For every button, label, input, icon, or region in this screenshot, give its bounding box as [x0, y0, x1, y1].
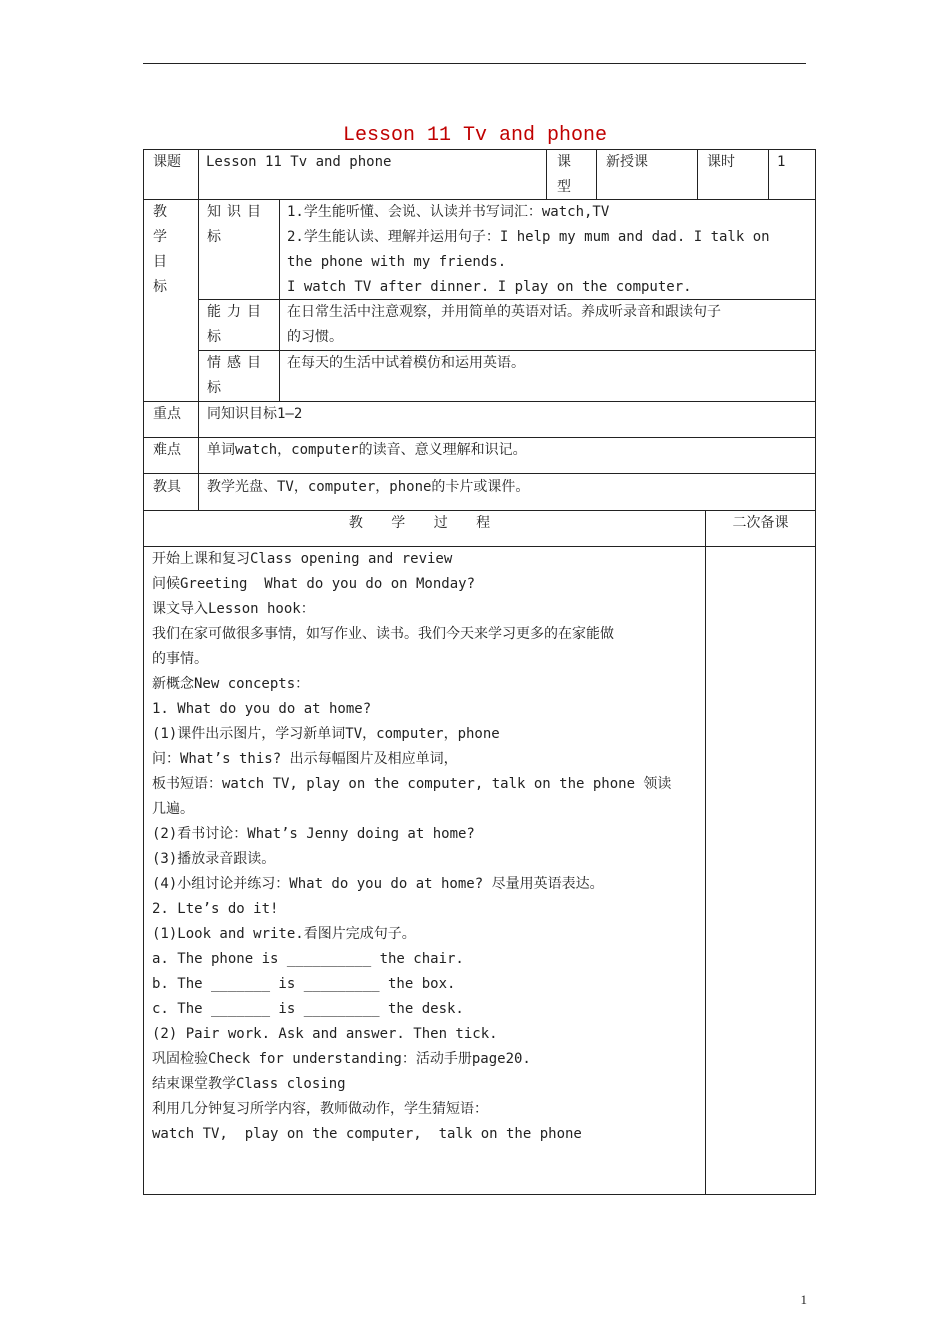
process-line: (4)小组讨论并练习：What do you do at home? 尽量用英语表达。	[152, 876, 604, 892]
ability-line-1: 在日常生活中注意观察，并用简单的英语对话。养成听录音和跟读句子	[287, 304, 721, 320]
process-line: 板书短语：watch TV, play on the computer, talk on the phone 领读	[152, 776, 672, 792]
process-line: a. The phone is __________ the chair.	[152, 951, 464, 967]
process-line: 2. Lte’s do it!	[152, 901, 279, 917]
type-label: 课型	[557, 154, 571, 195]
process-line: (3)播放录音跟读。	[152, 851, 276, 867]
type-value: 新授课	[606, 154, 648, 170]
process-line: 新概念New concepts：	[152, 676, 310, 692]
process-line: 课文导入Lesson hook：	[152, 601, 315, 617]
process-line: 开始上课和复习Class opening and review	[152, 551, 453, 567]
document-title: Lesson 11 Tv and phone	[342, 124, 608, 147]
process-line: 结束课堂教学Class closing	[152, 1076, 346, 1092]
difficulties-value: 单词watch，computer的读音、意义理解和识记。	[207, 442, 527, 458]
process-line: watch TV, play on the computer, talk on the phone	[152, 1126, 582, 1142]
materials-value: 教学光盘、TV，computer，phone的卡片或课件。	[207, 479, 530, 495]
materials-label: 教具	[153, 479, 181, 495]
secondary-header: 二次备课	[732, 515, 789, 531]
process-line: 巩固检验Check for understanding：活动手册page20.	[152, 1051, 531, 1067]
process-line: 利用几分钟复习所学内容，教师做动作，学生猜短语：	[152, 1101, 488, 1117]
topic-label: 课题	[153, 154, 181, 170]
process-header: 教 学 过 程	[348, 515, 501, 531]
process-line: (2)看书讨论：What’s Jenny doing at home?	[152, 826, 475, 842]
ability-label: 能力目标	[207, 304, 267, 345]
process-line: 我们在家可做很多事情，如写作业、读书。我们今天来学习更多的在家能做	[152, 626, 614, 642]
process-line: (1)Look and write.看图片完成句子。	[152, 926, 416, 942]
knowledge-line-3: the phone with my friends.	[287, 254, 507, 270]
hours-value: 1	[777, 154, 786, 170]
difficulties-label: 难点	[153, 442, 181, 458]
emotion-line-1: 在每天的生活中试着模仿和运用英语。	[287, 355, 525, 371]
hours-value-cell	[768, 149, 816, 200]
hours-label: 课时	[707, 154, 735, 170]
knowledge-line-4: I watch TV after dinner. I play on the computer.	[287, 279, 692, 295]
knowledge-label: 知识目标	[207, 204, 267, 245]
key-points-value: 同知识目标1—2	[207, 406, 303, 422]
process-line: 几遍。	[152, 801, 194, 817]
page-number: 1	[800, 1292, 807, 1307]
secondary-body-cell	[705, 546, 816, 1195]
process-line: 的事情。	[152, 651, 208, 667]
process-line: b. The _______ is _________ the box.	[152, 976, 456, 992]
ability-line-2: 的习惯。	[287, 329, 343, 345]
objectives-label-cell	[143, 199, 199, 402]
process-line: c. The _______ is _________ the desk.	[152, 1001, 464, 1017]
knowledge-line-1: 1.学生能听懂、会说、认读并书写词汇：watch,TV	[287, 204, 610, 220]
key-points-label: 重点	[153, 406, 181, 422]
process-line: 问：What’s this? 出示每幅图片及相应单词，	[152, 751, 458, 767]
process-line: (2) Pair work. Ask and answer. Then tick.	[152, 1026, 498, 1042]
objectives-label: 教学目标	[153, 204, 167, 295]
topic-value: Lesson 11 Tv and phone	[206, 154, 392, 170]
emotion-label: 情感目标	[207, 355, 267, 396]
process-line: 1. What do you do at home?	[152, 701, 372, 717]
knowledge-line-2: 2.学生能认读、理解并运用句子：I help my mum and dad. I talk on	[287, 229, 770, 245]
process-line: 问候Greeting What do you do on Monday?	[152, 576, 476, 592]
process-line: (1)课件出示图片，学习新单词TV，computer，phone	[152, 726, 500, 742]
header-rule	[143, 63, 806, 64]
